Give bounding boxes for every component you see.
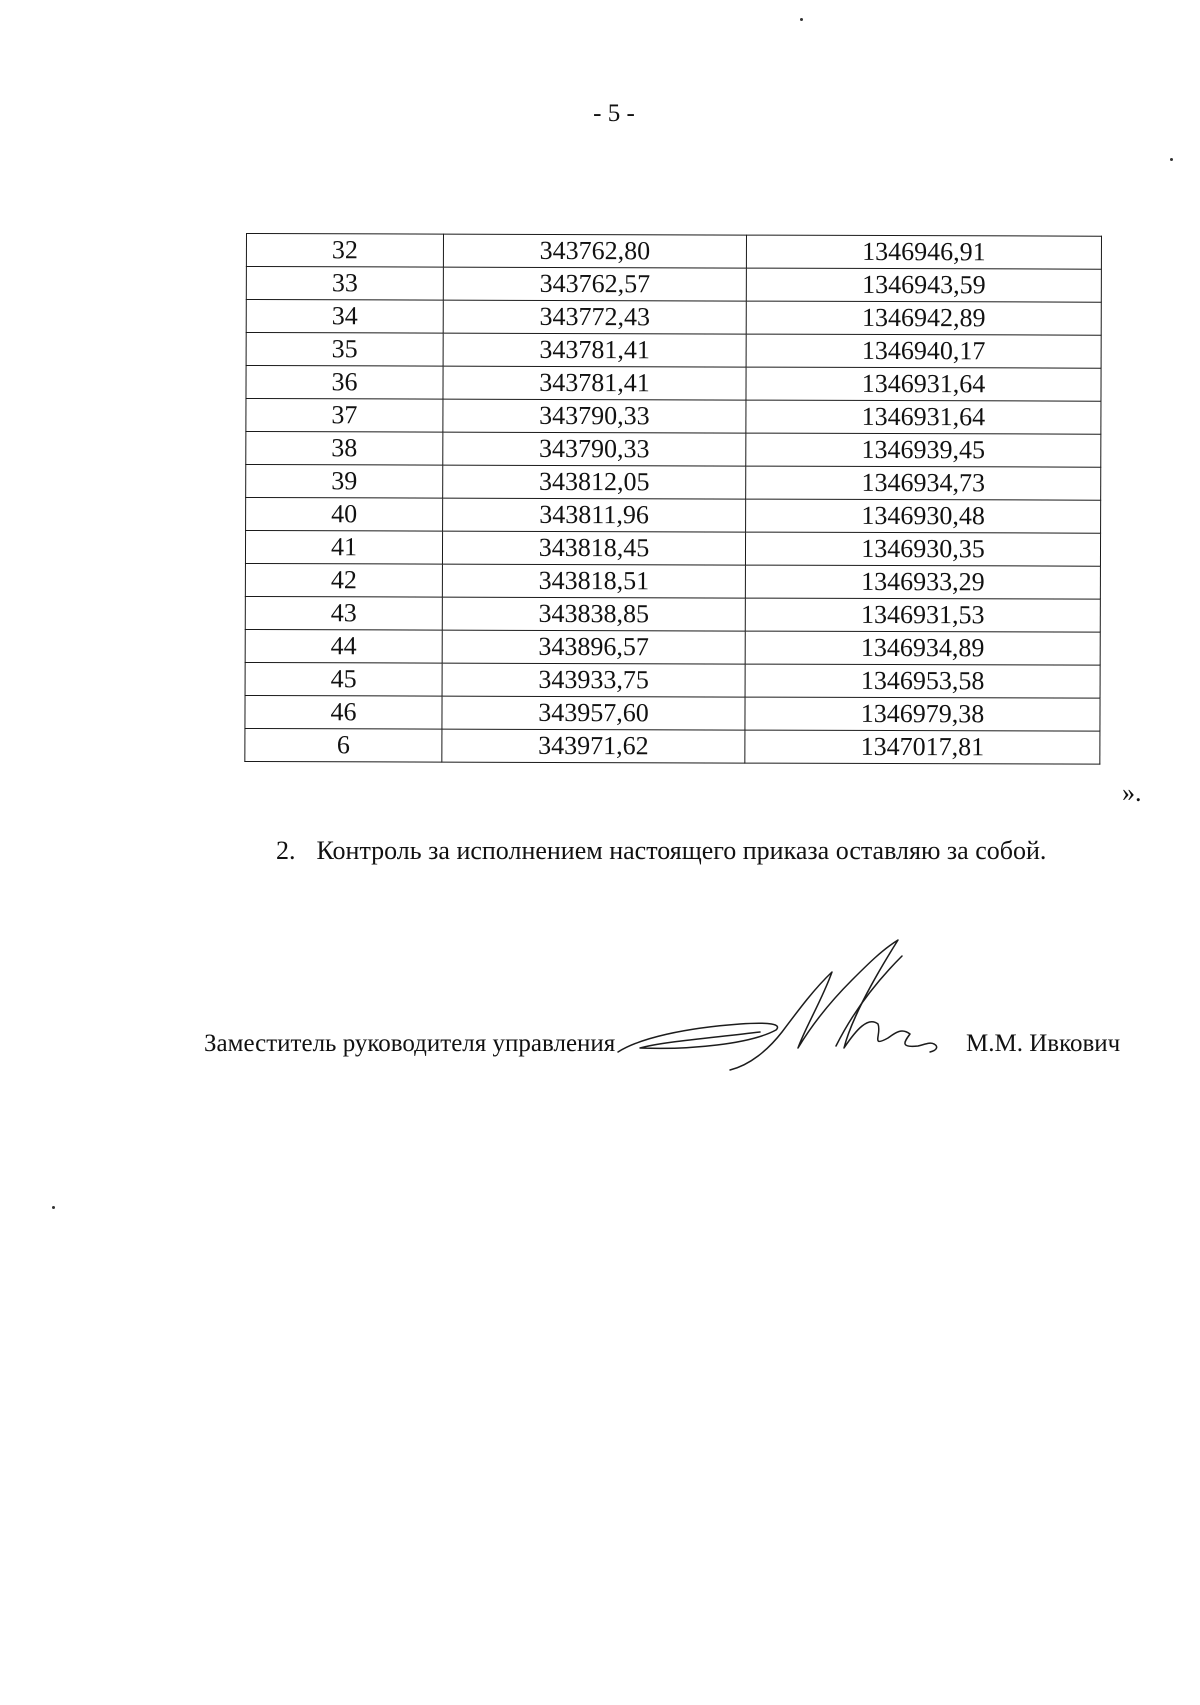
point-number-cell: 38	[246, 432, 443, 466]
x-coordinate-cell: 343762,80	[443, 234, 746, 268]
point-number-cell: 35	[246, 333, 443, 367]
x-coordinate-cell: 343896,57	[442, 630, 745, 664]
x-coordinate-cell: 343838,85	[442, 597, 745, 631]
coordinates-table	[244, 233, 1102, 765]
coordinates-table-body	[245, 234, 1102, 765]
y-coordinate-cell: 1346931,53	[745, 598, 1100, 632]
table-row	[246, 234, 1101, 270]
table-row	[245, 596, 1100, 632]
x-coordinate-cell: 343790,33	[443, 399, 746, 433]
handwritten-signature	[600, 920, 960, 1090]
x-coordinate-cell: 343812,05	[443, 465, 746, 499]
point-number-cell: 46	[245, 695, 442, 729]
table-row	[246, 399, 1101, 435]
scan-speck	[1170, 158, 1173, 161]
point-number-cell: 40	[246, 498, 443, 532]
page-number: - 5 -	[593, 100, 635, 127]
signer-name: М.М. Ивкович	[966, 1030, 1121, 1057]
closing-quote: ».	[1122, 778, 1142, 807]
table-row	[245, 563, 1100, 599]
x-coordinate-cell: 343781,41	[443, 333, 746, 367]
clause-number: 2.	[276, 836, 296, 865]
x-coordinate-cell: 343818,45	[442, 531, 745, 565]
point-number-cell: 36	[246, 366, 443, 400]
y-coordinate-cell: 1346946,91	[746, 235, 1101, 269]
table-row	[246, 498, 1101, 534]
point-number-cell: 32	[246, 234, 443, 268]
x-coordinate-cell: 343971,62	[442, 729, 745, 763]
scan-speck	[52, 1206, 55, 1209]
point-number-cell: 34	[246, 300, 443, 334]
table-row	[246, 366, 1101, 402]
table-row	[246, 300, 1101, 336]
y-coordinate-cell: 1346979,38	[745, 697, 1100, 731]
point-number-cell: 6	[245, 728, 442, 762]
table-row	[245, 662, 1100, 698]
point-number-cell: 43	[245, 596, 442, 630]
point-number-cell: 42	[245, 563, 442, 597]
table-row	[245, 531, 1100, 567]
x-coordinate-cell: 343933,75	[442, 663, 745, 697]
y-coordinate-cell: 1346934,89	[745, 631, 1100, 665]
point-number-cell: 45	[245, 662, 442, 696]
scan-speck	[800, 18, 803, 21]
y-coordinate-cell: 1346934,73	[746, 466, 1101, 500]
table-row	[246, 333, 1101, 369]
point-number-cell: 37	[246, 399, 443, 433]
table-row	[246, 432, 1101, 468]
y-coordinate-cell: 1346939,45	[746, 433, 1101, 467]
clause-2	[276, 836, 1046, 866]
y-coordinate-cell: 1346933,29	[745, 565, 1100, 599]
y-coordinate-cell: 1346942,89	[746, 301, 1101, 335]
x-coordinate-cell: 343957,60	[442, 696, 745, 730]
x-coordinate-cell: 343772,43	[443, 300, 746, 334]
y-coordinate-cell: 1346940,17	[746, 334, 1101, 368]
x-coordinate-cell: 343762,57	[443, 267, 746, 301]
y-coordinate-cell: 1346930,35	[745, 532, 1100, 566]
table-row	[245, 728, 1100, 764]
y-coordinate-cell: 1346943,59	[746, 268, 1101, 302]
y-coordinate-cell: 1346953,58	[745, 664, 1100, 698]
point-number-cell: 33	[246, 267, 443, 301]
y-coordinate-cell: 1346931,64	[746, 367, 1101, 401]
point-number-cell: 39	[246, 465, 443, 499]
x-coordinate-cell: 343811,96	[443, 498, 746, 532]
x-coordinate-cell: 343781,41	[443, 366, 746, 400]
x-coordinate-cell: 343790,33	[443, 432, 746, 466]
y-coordinate-cell: 1346930,48	[746, 499, 1101, 533]
table-row	[246, 465, 1101, 501]
table-row	[245, 629, 1100, 665]
x-coordinate-cell: 343818,51	[442, 564, 745, 598]
signer-position: Заместитель руководителя управления	[204, 1030, 616, 1057]
clause-text: Контроль за исполнением настоящего приказа оставляю за собой.	[316, 836, 1047, 865]
y-coordinate-cell: 1346931,64	[746, 400, 1101, 434]
point-number-cell: 41	[245, 531, 442, 565]
table-row	[246, 267, 1101, 303]
table-row	[245, 695, 1100, 731]
y-coordinate-cell: 1347017,81	[745, 730, 1100, 764]
point-number-cell: 44	[245, 629, 442, 663]
